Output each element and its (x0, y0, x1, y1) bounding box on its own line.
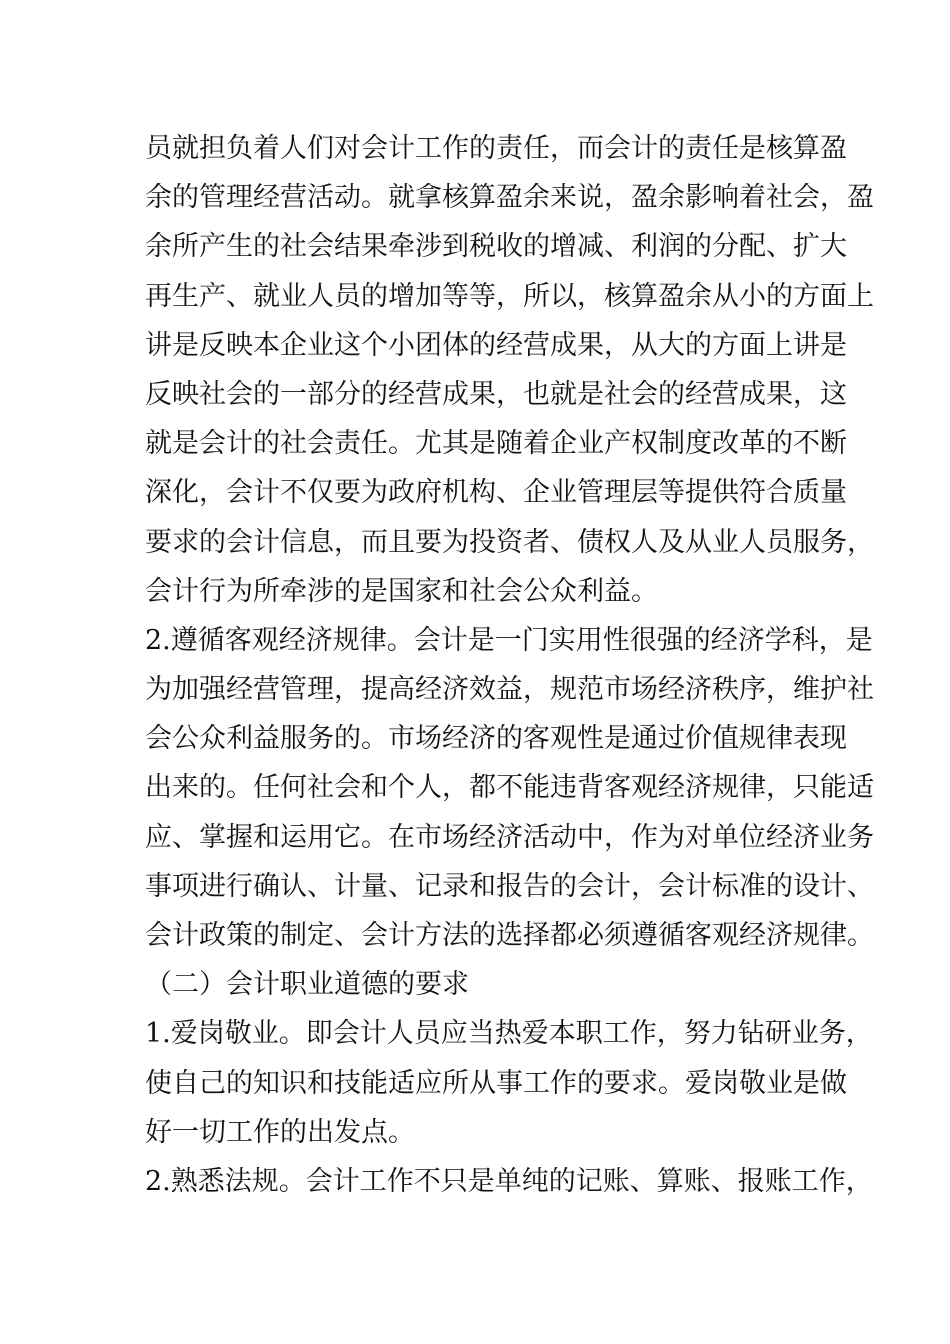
text-line: 余的管理经营活动。就拿核算盈余来说，盈余影响着社会，盈 (145, 182, 874, 214)
text-line: 会公众利益服务的。市场经济的客观性是通过价值规律表现 (145, 723, 847, 755)
text-line: 应、掌握和运用它。在市场经济活动中，作为对单位经济业务 (145, 821, 874, 853)
text-line: 反映社会的一部分的经营成果，也就是社会的经营成果，这 (145, 378, 847, 410)
text-line: 要求的会计信息，而且要为投资者、债权人及从业人员服务， (145, 526, 874, 558)
text-line: 讲是反映本企业这个小团体的经营成果，从大的方面上讲是 (145, 329, 847, 361)
text-line: 会计行为所牵涉的是国家和社会公众利益。 (145, 575, 658, 607)
text-line: 会计政策的制定、会计方法的选择都必须遵循客观经济规律。 (145, 920, 874, 951)
text-line: 再生产、就业人员的增加等等，所以，核算盈余从小的方面上 (145, 280, 874, 312)
text-line: 为加强经营管理，提高经济效益，规范市场经济秩序，维护社 (145, 674, 874, 706)
text-line: 1.爱岗敬业。即会计人员应当热爱本职工作，努力钻研业务， (145, 1018, 873, 1050)
text-line: 余所产生的社会结果牵涉到税收的增减、利润的分配、扩大 (145, 231, 847, 263)
section-heading: （二）会计职业道德的要求 (145, 969, 469, 1001)
text-line: 员就担负着人们对会计工作的责任，而会计的责任是核算盈 (145, 133, 847, 164)
text-line: 2.遵循客观经济规律。会计是一门实用性很强的经济学科，是 (145, 624, 873, 656)
text-line: 2.熟悉法规。会计工作不只是单纯的记账、算账、报账工作， (145, 1165, 873, 1197)
text-line: 使自己的知识和技能适应所从事工作的要求。爱岗敬业是做 (145, 1067, 847, 1099)
text-line: 好一切工作的出发点。 (145, 1116, 415, 1148)
text-line: 事项进行确认、计量、记录和报告的会计，会计标准的设计、 (145, 870, 874, 902)
text-line: 就是会计的社会责任。尤其是随着企业产权制度改革的不断 (145, 428, 847, 460)
text-line: 深化，会计不仅要为政府机构、企业管理层等提供符合质量 (145, 477, 847, 509)
text-line: 出来的。任何社会和个人，都不能违背客观经济规律，只能适 (145, 772, 874, 804)
body-text (145, 124, 874, 1206)
